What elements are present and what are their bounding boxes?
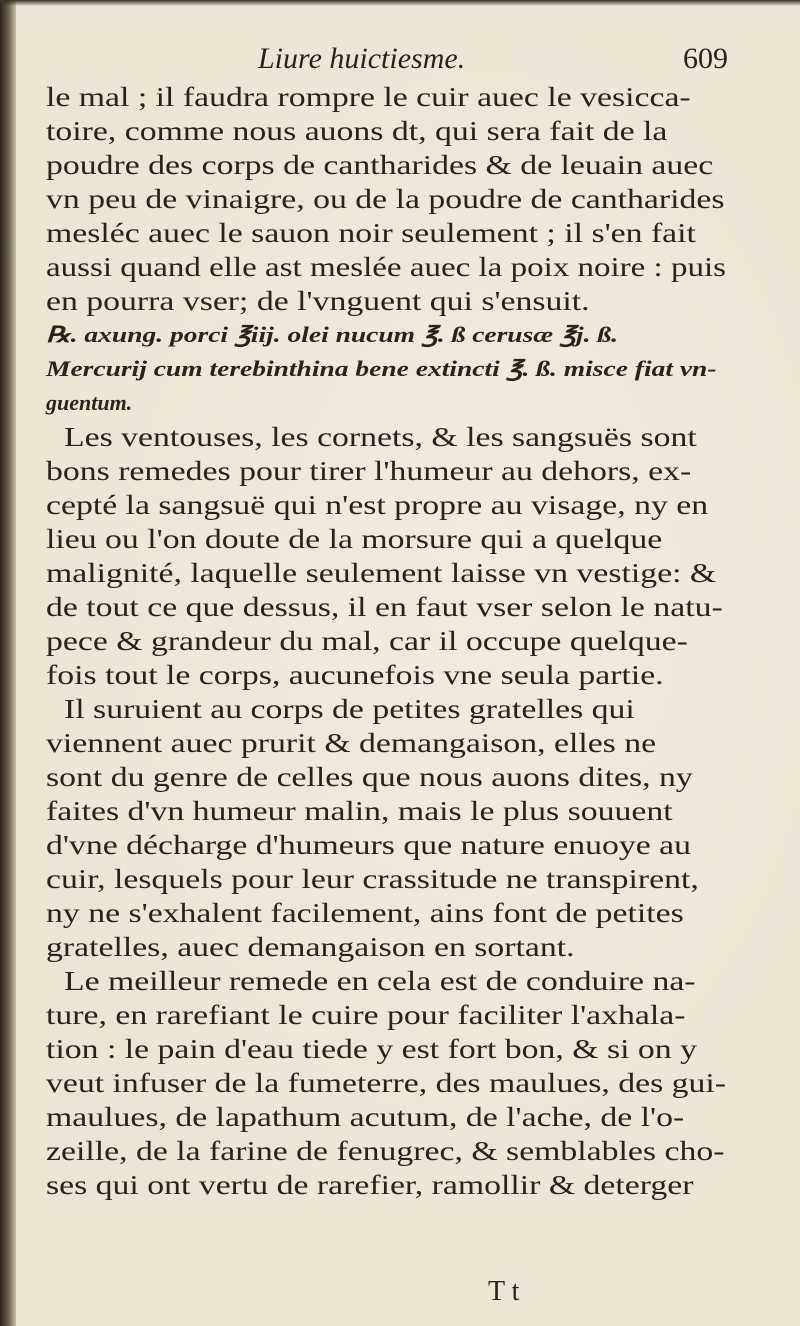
recipe-line: ℞. axung. porci ℥iij. olei nucum ℥. ß cerusæ ℥j. ß. xyxy=(46,322,618,347)
text-line: vn peu de vinaigre, ou de la poudre de cantharides xyxy=(46,184,725,214)
signature-mark: T t xyxy=(488,1276,520,1307)
page-gutter xyxy=(0,0,16,1326)
text-line: Le meilleur remede en cela est de conduire na- xyxy=(64,966,696,996)
text-line: aussi quand elle ast meslée auec la poix noire : puis xyxy=(46,252,726,282)
page-number: 609 xyxy=(683,42,728,75)
text-line: cuir, lesquels pour leur crassitude ne transpirent, xyxy=(46,864,699,894)
text-line: viennent auec prurit & demangaison, elles ne xyxy=(46,728,657,758)
text-line: de tout ce que dessus, il en faut vser selon le natu- xyxy=(46,592,723,622)
text-line: le mal ; il faudra rompre le cuir auec le vesicca- xyxy=(46,82,691,112)
text-line: gratelles, auec demangaison en sortant. xyxy=(46,932,575,962)
text-line: faites d'vn humeur malin, mais le plus souuent xyxy=(46,796,673,826)
text-line: Il suruient au corps de petites gratelles qui xyxy=(64,694,635,724)
text-line: toire, comme nous auons dt, qui sera fait de la xyxy=(46,116,668,146)
text-line: ny ne s'exhalent facilement, ains font de petites xyxy=(46,898,684,928)
text-line: veut infuser de la fumeterre, des maulues, des gui- xyxy=(46,1068,726,1098)
text-line: lieu ou l'on doute de la morsure qui a quelque xyxy=(46,524,663,554)
text-line: Les ventouses, les cornets, & les sangsuës sont xyxy=(64,422,697,452)
text-line: en pourra vser; de l'vnguent qui s'ensuit. xyxy=(46,286,590,316)
text-line: mesléc auec le sauon noir seulement ; il s'en fait xyxy=(46,218,696,248)
text-line: fois tout le corps, aucunefois vne seula partie. xyxy=(46,660,664,690)
text-block xyxy=(46,80,726,1202)
text-line: tion : le pain d'eau tiede y est fort bon, & si on y xyxy=(46,1034,697,1064)
text-line: cepté la sangsuë qui n'est propre au visage, ny en xyxy=(46,490,709,520)
text-line: d'vne décharge d'humeurs que nature enuoye au xyxy=(46,830,692,860)
page-top-edge xyxy=(0,0,800,6)
text-line: maulues, de lapathum acutum, de l'ache, de l'o- xyxy=(46,1102,685,1132)
recipe-line: Mercurij cum terebinthina bene extincti ℥. ß. misce fiat vn- xyxy=(46,356,717,381)
text-line: ses qui ont vertu de rarefier, ramollir & deterger xyxy=(46,1170,694,1200)
text-line: malignité, laquelle seulement laisse vn vestige: & xyxy=(46,558,717,588)
running-title: Liure huictiesme. xyxy=(258,42,466,75)
text-line: pece & grandeur du mal, car il occupe quelque- xyxy=(46,626,688,656)
text-line: zeille, de la farine de fenugrec, & semblables cho- xyxy=(46,1136,725,1166)
text-line: sont du genre de celles que nous auons dites, ny xyxy=(46,762,693,792)
text-line: ture, en rarefiant le cuire pour faciliter l'axhala- xyxy=(46,1000,686,1030)
text-line: poudre des corps de cantharides & de leuain auec xyxy=(46,150,714,180)
text-line: bons remedes pour tirer l'humeur au dehors, ex- xyxy=(46,456,692,486)
recipe-line: guentum. xyxy=(46,390,133,415)
